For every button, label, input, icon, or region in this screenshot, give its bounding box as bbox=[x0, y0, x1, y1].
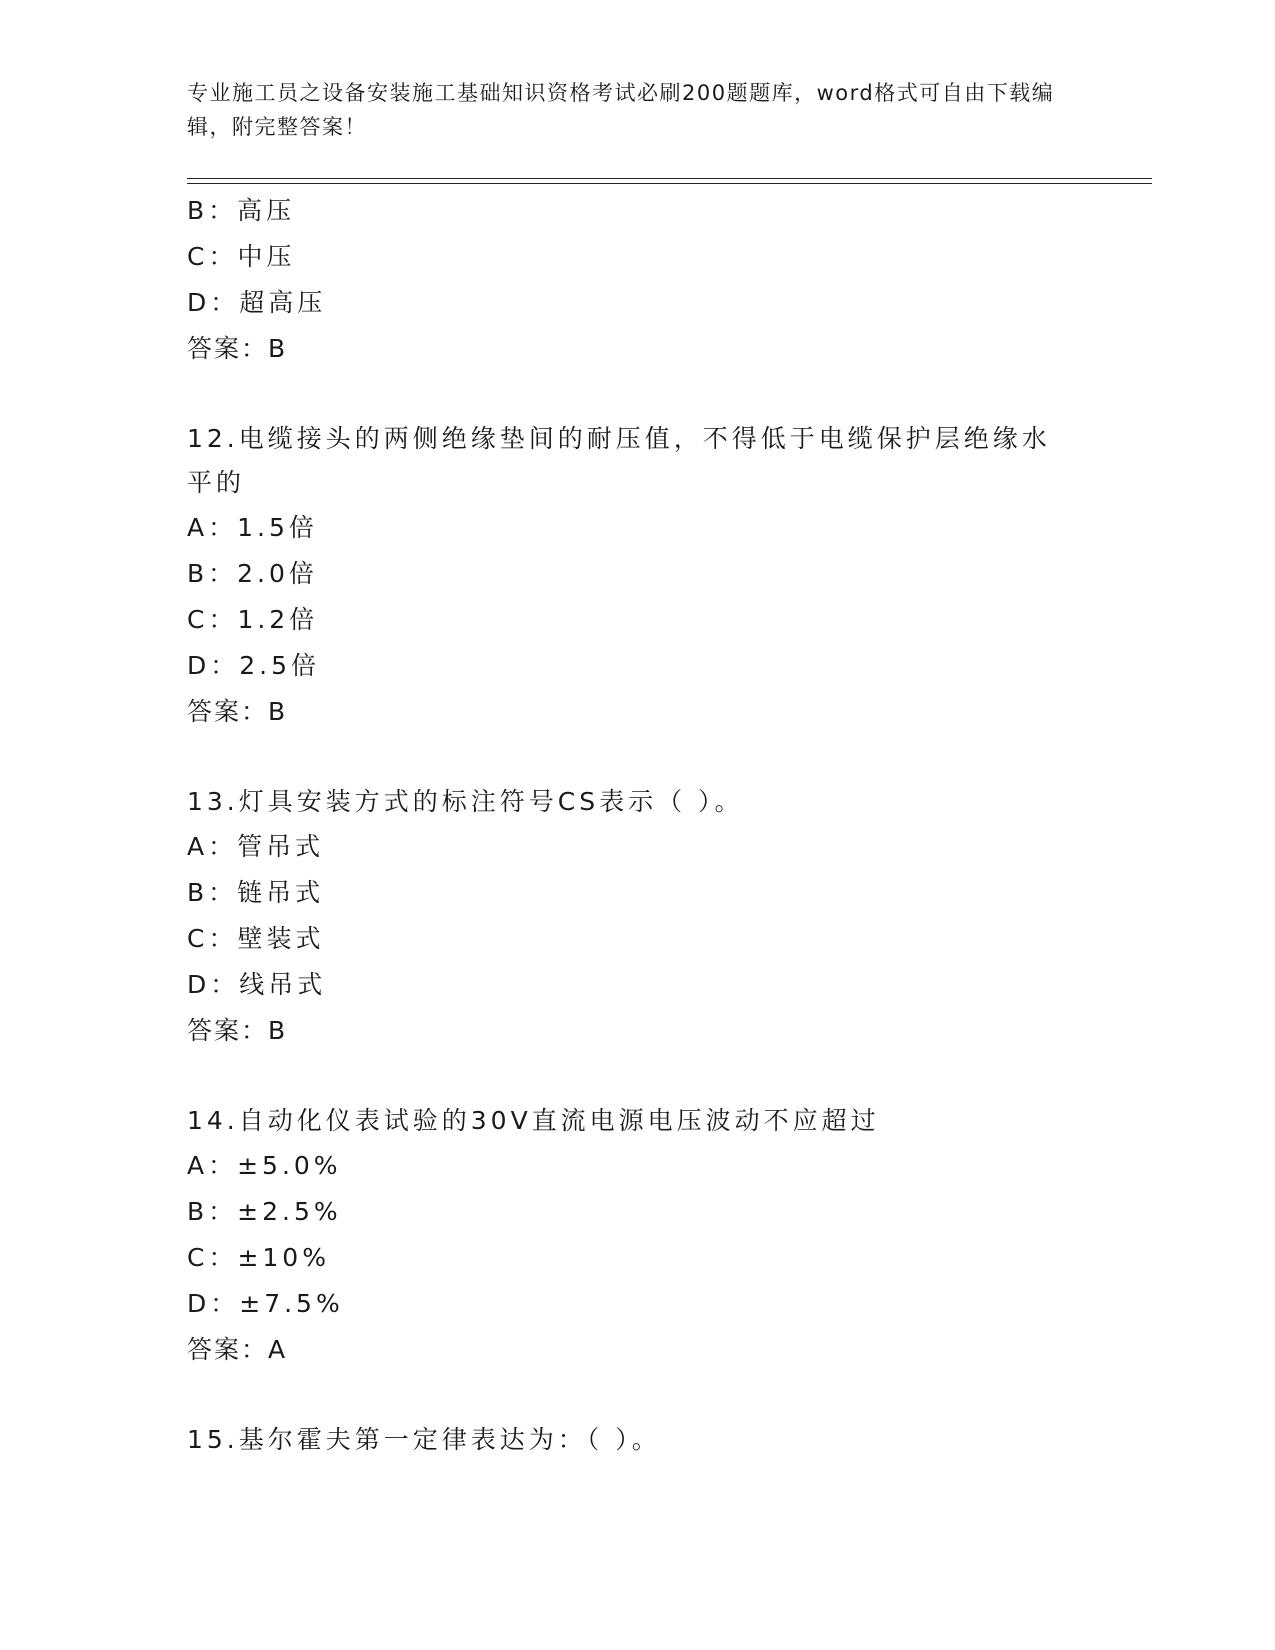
answer-line: 答案：B bbox=[187, 697, 288, 726]
answer-line: 答案：B bbox=[187, 334, 288, 363]
option-d: D：±7.5% bbox=[187, 1289, 344, 1318]
option-b: B：±2.5% bbox=[187, 1197, 342, 1226]
option-a: A：±5.0% bbox=[187, 1151, 342, 1180]
header-rule-bottom bbox=[187, 183, 1152, 184]
option-d: D：线吊式 bbox=[187, 970, 327, 999]
option-c: C：中压 bbox=[187, 242, 296, 271]
header-rule-top bbox=[187, 178, 1152, 179]
question-list bbox=[187, 188, 1087, 1462]
option-c: C：1.2倍 bbox=[187, 605, 319, 634]
option-d: D：超高压 bbox=[187, 288, 327, 317]
option-b: B：链吊式 bbox=[187, 878, 325, 907]
question-13: 13.灯具安装方式的标注符号CS表示（ ）。 bbox=[187, 787, 744, 816]
question-15: 15.基尔霍夫第一定律表达为：（ ）。 bbox=[187, 1425, 661, 1454]
option-d: D：2.5倍 bbox=[187, 651, 321, 680]
question-12: 12.电缆接头的两侧绝缘垫间的耐压值，不得低于电缆保护层绝缘水平的 bbox=[187, 424, 1051, 497]
answer-line: 答案：B bbox=[187, 1016, 288, 1045]
header-title: 专业施工员之设备安装施工基础知识资格考试必刷200题题库，word格式可自由下载编辑，附完整答案！ bbox=[187, 81, 1055, 139]
option-b: B：2.0倍 bbox=[187, 559, 318, 588]
option-a: A：1.5倍 bbox=[187, 513, 318, 542]
question-14: 14.自动化仪表试验的30V直流电源电压波动不应超过 bbox=[187, 1106, 880, 1135]
answer-line: 答案：A bbox=[187, 1335, 288, 1364]
option-c: C：±10% bbox=[187, 1243, 330, 1272]
document-header bbox=[187, 76, 1067, 144]
option-a: A：管吊式 bbox=[187, 832, 325, 861]
option-b: B：高压 bbox=[187, 196, 296, 225]
option-c: C：壁装式 bbox=[187, 924, 325, 953]
